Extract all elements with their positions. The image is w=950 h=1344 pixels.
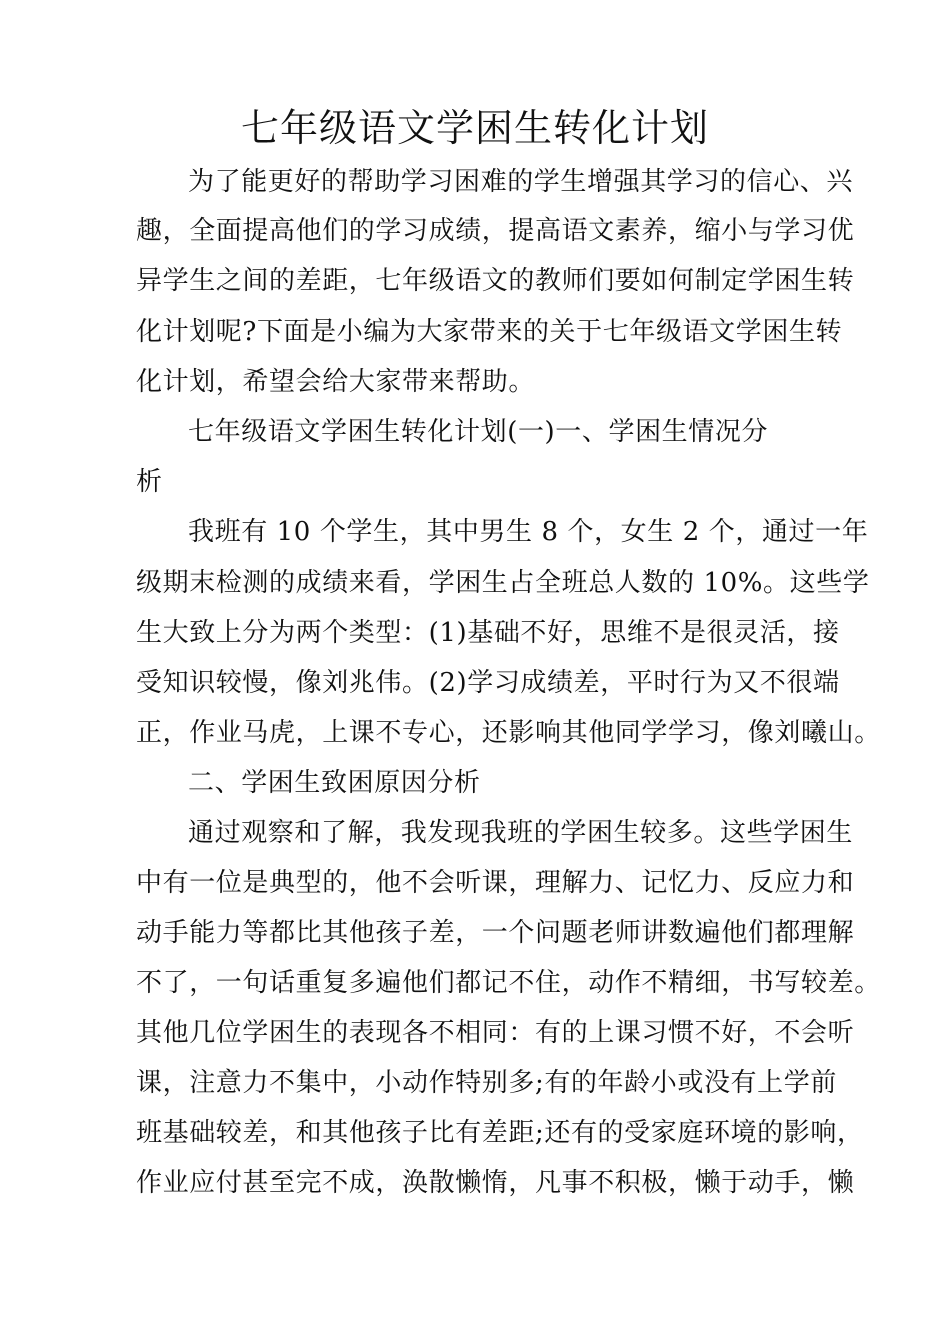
text-line: 中有一位是典型的，他不会听课，理解力、记忆力、反应力和 (136, 868, 855, 898)
text-line: 正，作业马虎，上课不专心，还影响其他同学学习，像刘曦山。 (136, 718, 881, 748)
section-heading: 二、学困生致困原因分析 (188, 768, 481, 798)
text-line: 课，注意力不集中，小动作特别多;有的年龄小或没有上学前 (136, 1068, 837, 1098)
text-line: 化计划呢?下面是小编为大家带来的关于七年级语文学困生转 (136, 317, 843, 347)
text-line: 为了能更好的帮助学习困难的学生增强其学习的信心、兴 (188, 167, 854, 197)
text-line: 班基础较差，和其他孩子比有差距;还有的受家庭环境的影响， (136, 1118, 864, 1148)
text-line: 趣，全面提高他们的学习成绩，提高语文素养，缩小与学习优 (136, 216, 855, 246)
text-line: 异学生之间的差距，七年级语文的教师们要如何制定学困生转 (136, 266, 855, 296)
section-heading-continued: 析 (136, 467, 163, 497)
text-line: 动手能力等都比其他孩子差，一个问题老师讲数遍他们都理解 (136, 918, 855, 948)
text-line: 受知识较慢，像刘兆伟。(2)学习成绩差，平时行为又不很端 (136, 668, 840, 698)
document-title: 七年级语文学困生转化计划 (240, 106, 709, 150)
text-line: 通过观察和了解，我发现我班的学困生较多。这些学困生 (188, 818, 854, 848)
text-line: 其他几位学困生的表现各不相同：有的上课习惯不好，不会听 (136, 1018, 855, 1048)
text-line: 化计划，希望会给大家带来帮助。 (136, 367, 536, 397)
text-line: 级期末检测的成绩来看，学困生占全班总人数的 10%。这些学 (136, 568, 870, 598)
text-line: 生大致上分为两个类型：(1)基础不好，思维不是很灵活，接 (136, 618, 840, 648)
text-line: 作业应付甚至完不成，涣散懒惰，凡事不积极，懒于动手，懒 (136, 1168, 855, 1198)
text-line: 我班有 10 个学生，其中男生 8 个，女生 2 个，通过一年 (188, 517, 869, 547)
section-heading: 七年级语文学困生转化计划(一)一、学困生情况分 (188, 417, 769, 447)
text-line: 不了，一句话重复多遍他们都记不住，动作不精细，书写较差。 (136, 968, 881, 998)
